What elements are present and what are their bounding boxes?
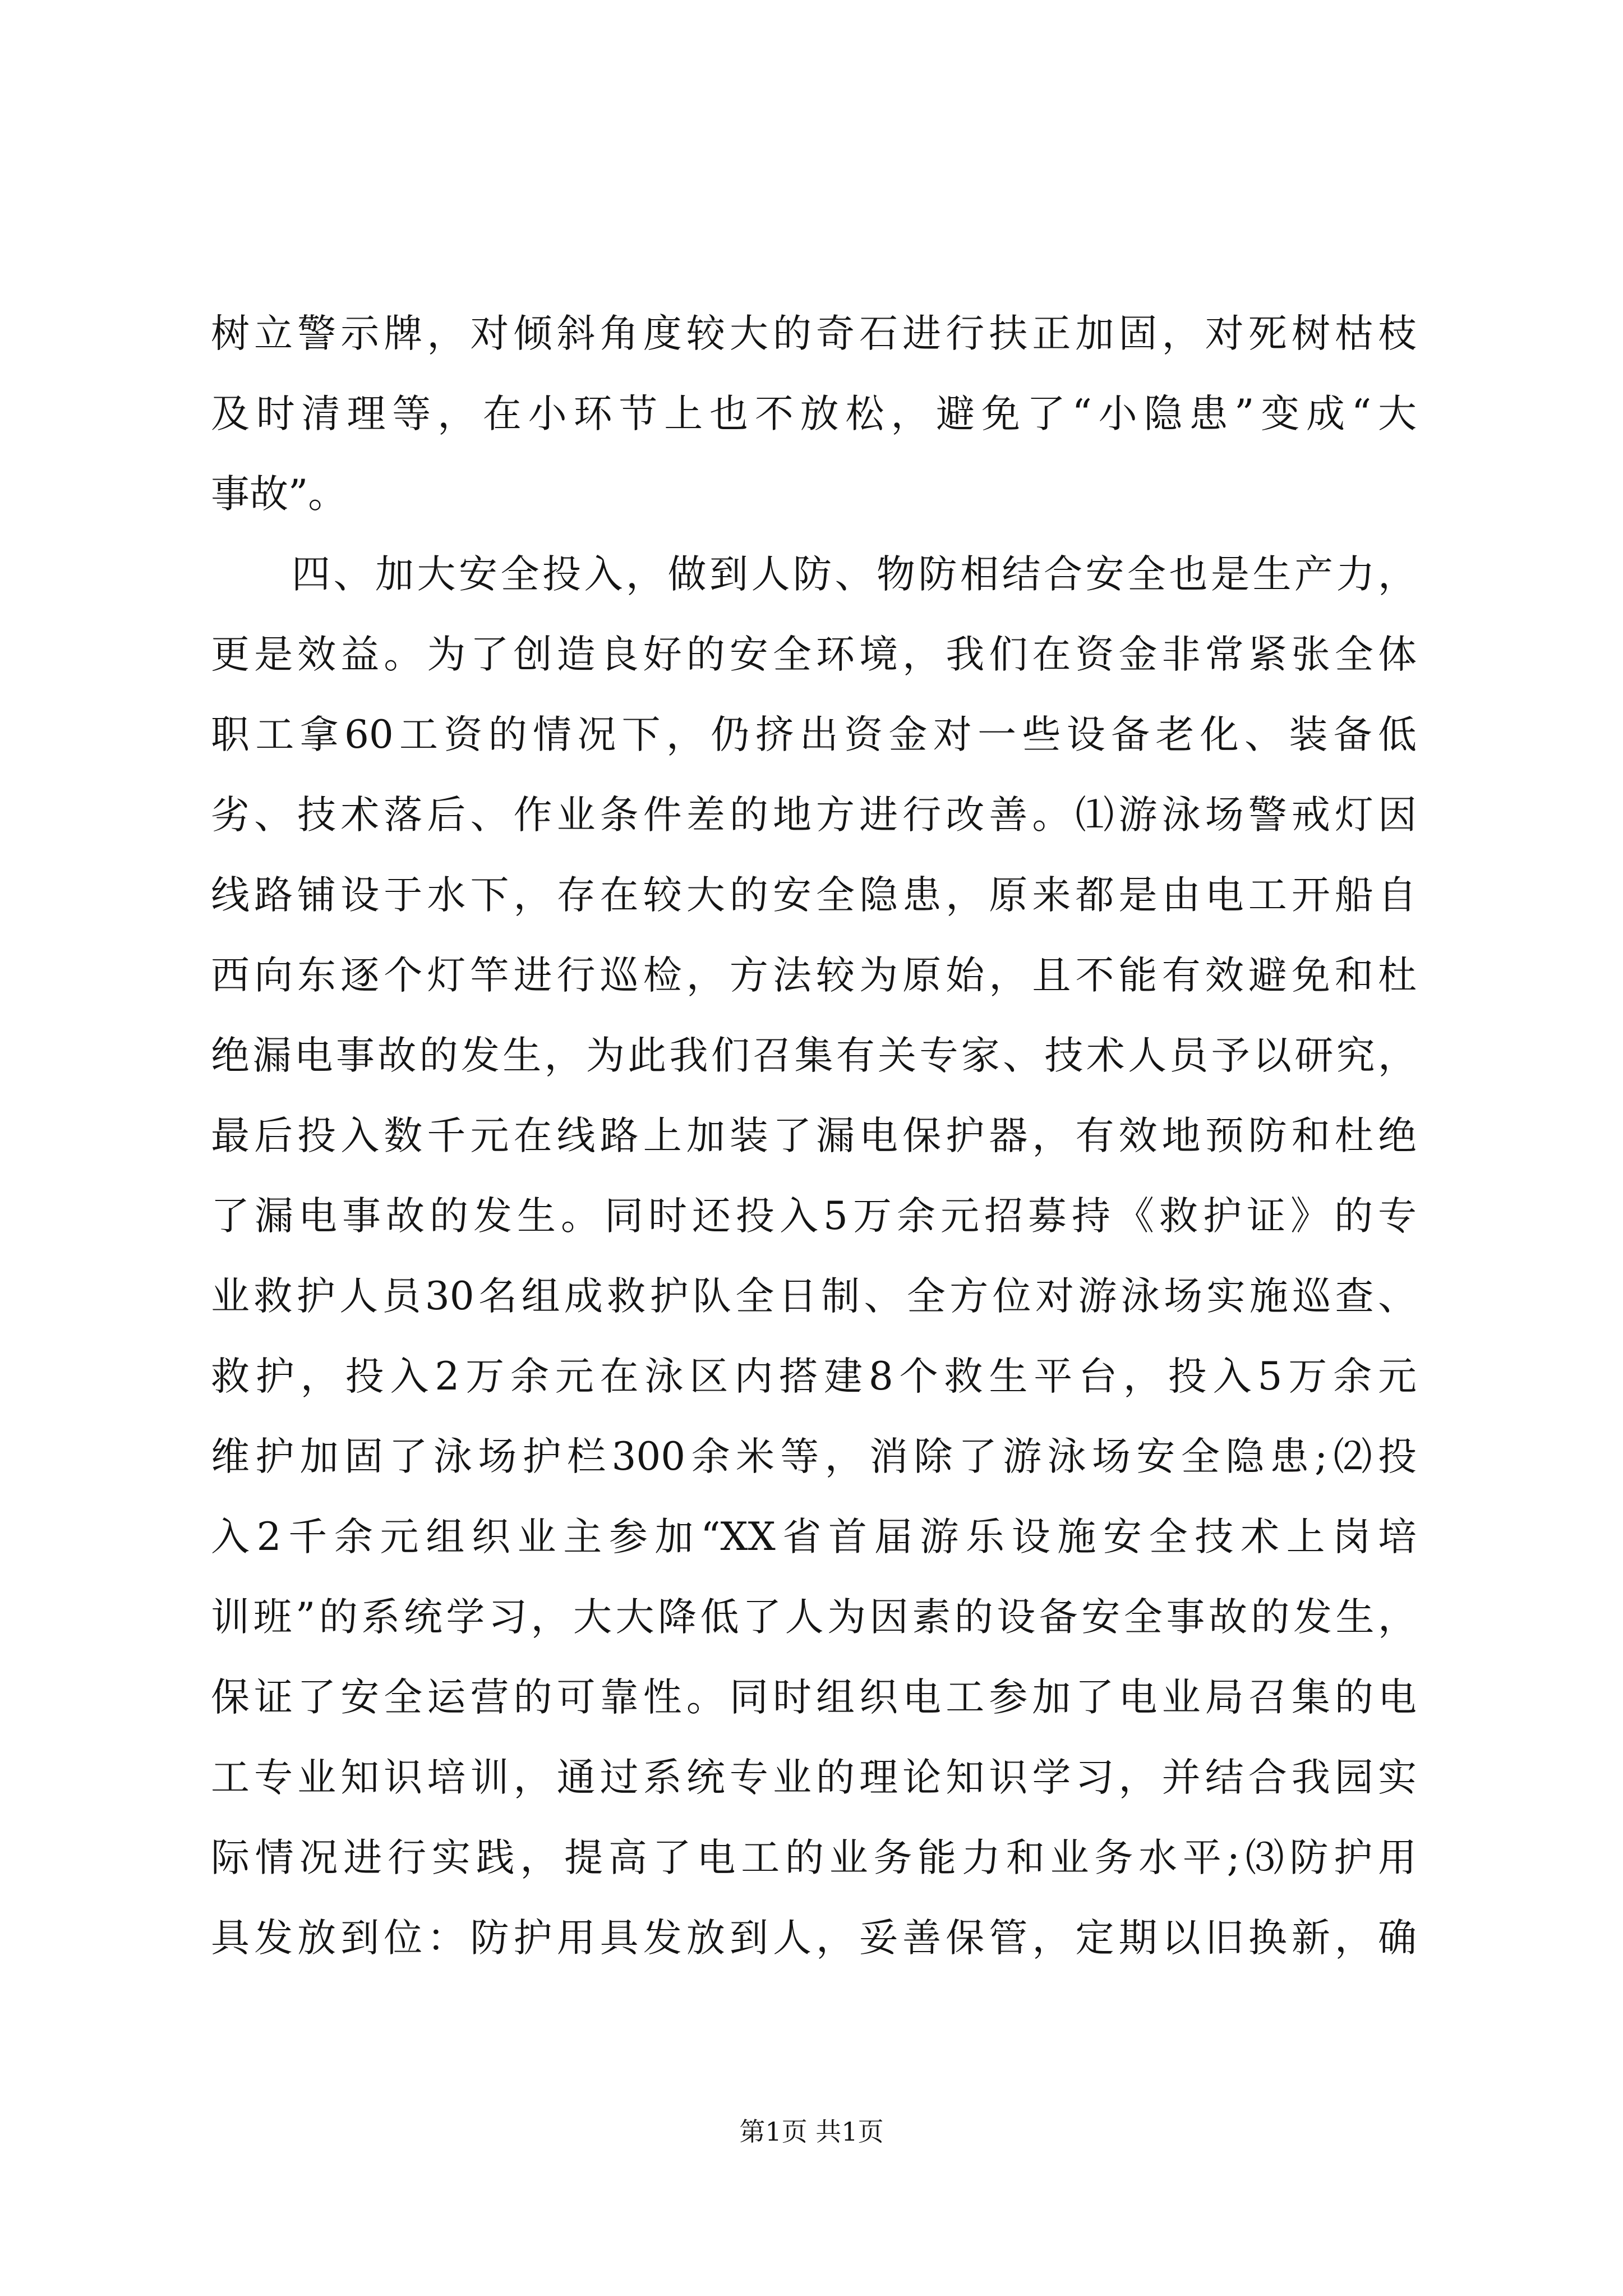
text-line: 际情况进行实践，提高了电工的业务能力和业务水平;⑶防护用 bbox=[211, 1835, 1417, 1880]
text-line: 工专业知识培训，通过系统专业的理论知识学习，并结合我园实 bbox=[211, 1755, 1417, 1800]
text-line: 保证了安全运营的可靠性。同时组织电工参加了电业局召集的电 bbox=[211, 1675, 1417, 1720]
text-line: 西向东逐个灯竿进行巡检，方法较为原始，且不能有效避免和杜 bbox=[211, 953, 1417, 998]
text-line: 训班”的系统学习，大大降低了人为因素的设备安全事故的发生， bbox=[211, 1595, 1417, 1640]
text-line: 线路铺设于水下，存在较大的安全隐患，原来都是由电工开船自 bbox=[211, 873, 1417, 918]
text-line: 了漏电事故的发生。同时还投入5万余元招募持《救护证》的专 bbox=[211, 1194, 1417, 1239]
text-line: 事故”。 bbox=[211, 472, 347, 517]
text-line: 绝漏电事故的发生，为此我们召集有关专家、技术人员予以研究， bbox=[211, 1033, 1417, 1078]
text-line: 具发放到位：防护用具发放到人，妥善保管，定期以旧换新，确 bbox=[211, 1916, 1417, 1961]
paragraph-first-line: 四、加大安全投入，做到人防、物防相结合安全也是生产力， bbox=[292, 552, 1417, 597]
text-line: 劣、技术落后、作业条件差的地方进行改善。⑴游泳场警戒灯因 bbox=[211, 793, 1417, 838]
text-line: 更是效益。为了创造良好的安全环境，我们在资金非常紧张全体 bbox=[211, 632, 1417, 677]
page-number-footer: 第1页 共1页 bbox=[739, 2116, 884, 2147]
text-line: 业救护人员30名组成救护队全日制、全方位对游泳场实施巡查、 bbox=[211, 1274, 1417, 1319]
text-line: 维护加固了泳场护栏300余米等，消除了游泳场安全隐患;⑵投 bbox=[211, 1434, 1417, 1479]
text-line: 入2千余元组织业主参加“XX省首届游乐设施安全技术上岗培 bbox=[211, 1515, 1417, 1559]
text-line: 职工拿60工资的情况下，仍挤出资金对一些设备老化、装备低 bbox=[211, 712, 1417, 757]
text-line: 树立警示牌，对倾斜角度较大的奇石进行扶正加固，对死树枯枝 bbox=[211, 311, 1417, 356]
text-line: 最后投入数千元在线路上加装了漏电保护器，有效地预防和杜绝 bbox=[211, 1114, 1417, 1158]
text-line: 救护，投入2万余元在泳区内搭建8个救生平台，投入5万余元 bbox=[211, 1354, 1417, 1399]
text-line: 及时清理等，在小环节上也不放松，避免了“小隐患”变成“大 bbox=[211, 392, 1417, 436]
